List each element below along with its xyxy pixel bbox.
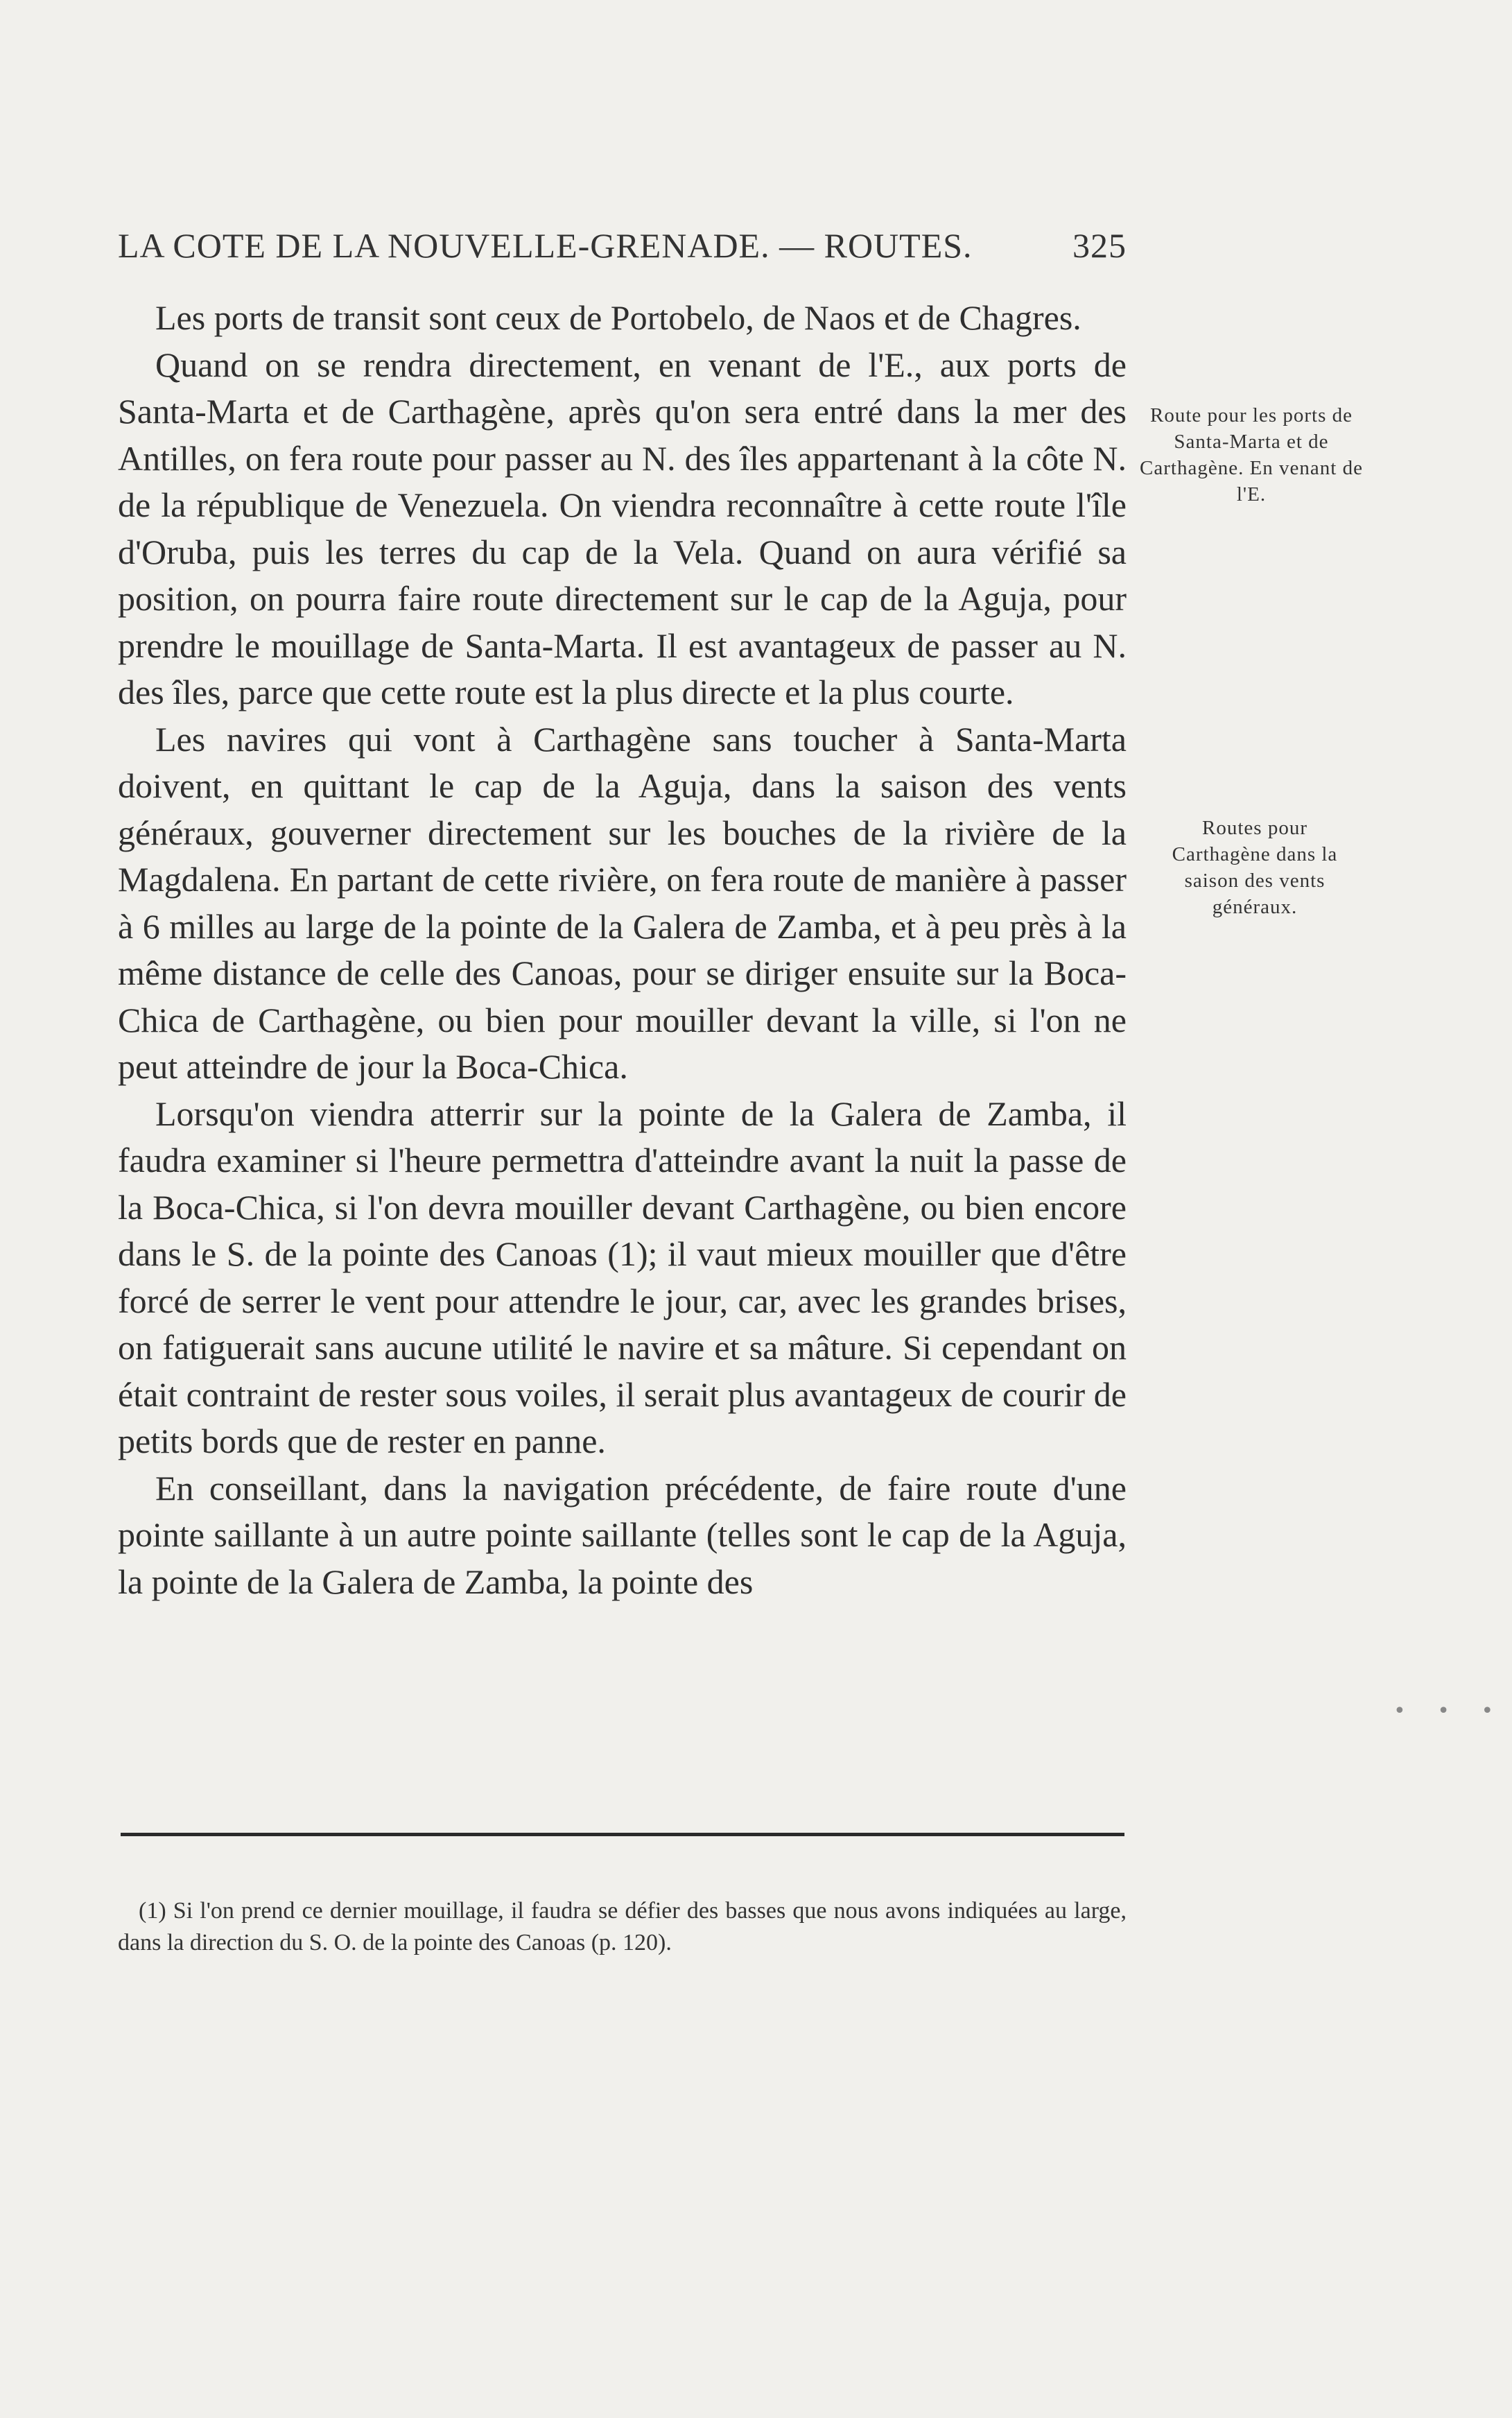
running-header bbox=[118, 225, 1127, 266]
paragraph-5: En conseillant, dans la navigation précédente, de faire route d'une pointe saillante à un autre pointe saillante (telles sont le cap de la Aguja, la pointe de la Galera de Zamba, la pointe des bbox=[118, 1468, 1127, 1601]
sidenote-routes-carthagene: Routes pour Carthagène dans la saison des vents généraux. bbox=[1172, 817, 1338, 918]
paragraph-3: Les navires qui vont à Carthagène sans toucher à Santa-Marta doivent, en quittant le cap de la Aguja, dans la saison des vents généraux, gouverner directement sur les bouches de la rivière de la Magdalena. En partant de cette rivière, on fera route de manière à passer à 6 milles au large de la pointe de la Galera de Zamba, et à peu près à la même distance de celle des Canoas, pour se diriger ensuite sur la Boca-Chica de Carthagène, ou bien pour mouiller devant la ville, si l'on ne peut atteindre de jour la Boca-Chica. bbox=[118, 719, 1127, 1086]
footnote-divider bbox=[121, 1833, 1124, 1836]
sidenote-route-santa-marta: Route pour les ports de Santa-Marta et de Carthagène. En venant de l'E. bbox=[1140, 404, 1363, 506]
paragraph-2: Quand on se rendra directement, en venant de l'E., aux ports de Santa-Marta et de Carthagène, après qu'on sera entré dans la mer des Antilles, on fera route pour passer au N. des îles appartenant à la côte N. de la république de Venezuela. On viendra reconnaître à cette route l'île d'Oruba, puis les terres du cap de la Vela. Quand on aura vérifié sa position, on pourra faire route directement sur le cap de la Aguja, pour prendre le mouillage de Santa-Marta. Il est avantageux de passer au N. des îles, parce que cette route est la plus directe et la plus courte. bbox=[118, 345, 1127, 711]
footnote: (1) Si l'on prend ce dernier mouillage, il faudra se défier des basses que nous avons indiquées au large, dans la direction du S. O. de la pointe des Canoas (p. 120). bbox=[118, 1898, 1127, 1955]
main-text bbox=[118, 295, 1127, 1605]
page-number: 325 bbox=[1072, 226, 1127, 265]
paragraph-1: Les ports de transit sont ceux de Portobelo, de Naos et de Chagres. bbox=[155, 298, 1081, 337]
margin-marks: • • • bbox=[1393, 1699, 1506, 1723]
header-title: LA COTE DE LA NOUVELLE-GRENADE. — ROUTES. bbox=[118, 226, 973, 265]
paragraph-4: Lorsqu'on viendra atterrir sur la pointe de la Galera de Zamba, il faudra examiner si l'heure permettra d'atteindre avant la nuit la passe de la Boca-Chica, si l'on devra mouiller devant Carthagène, ou bien encore dans le S. de la pointe des Canoas (1); il vaut mieux mouiller que d'être forcé de serrer le vent pour attendre le jour, car, avec les grandes brises, on fatiguerait sans aucune utilité le navire et sa mâture. Si cependant on était contraint de rester sous voiles, il serait plus avantageux de courir de petits bords que de rester en panne. bbox=[118, 1094, 1127, 1460]
